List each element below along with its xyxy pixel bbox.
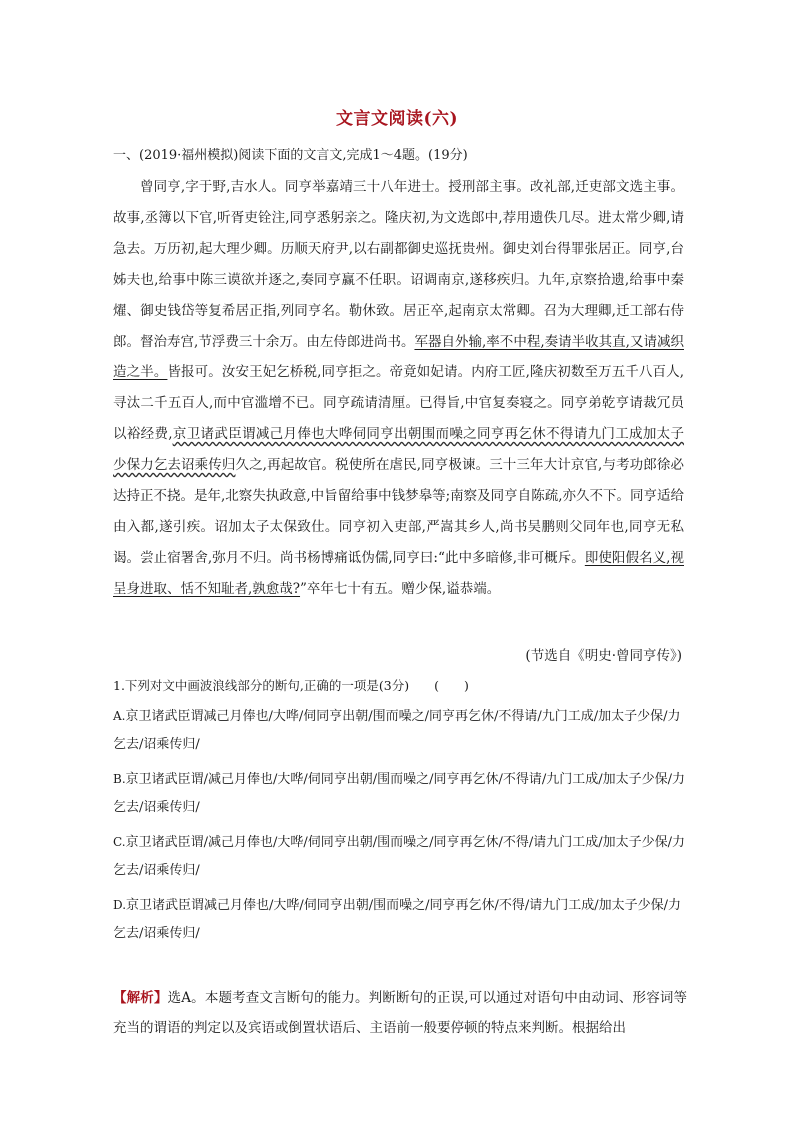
passage-text-3: 久之,再起故官。税使所在虐民,同亨极谏。三十三年大计京官,与考功郎徐必达持正不挠。是年,北察失执政意,中旨留给事中钱梦皋等;南察及同亨自陈疏,亦久不下。同亨适给由入都,遂引疾。诏加太子太保致仕。同亨初入吏部,严嵩其乡人,尚书吴鹏则父同年也,同亨无私谒。尝止宿署舍,弥月不归。尚书杨博痛诋伪儒,同亨曰:“此中多暗修,非可概斥。 xyxy=(113,457,684,566)
option-a xyxy=(113,702,688,759)
question-1-stem: 1.下列对文中画波浪线部分的断句,正确的一项是(3分) ( ) xyxy=(113,678,469,693)
underlined-sentence-1: 军器自外输,率不中程,奏请半收其直,又请减织造之半。 xyxy=(113,333,684,381)
underlined-sentence-2: 即使阳假名义,视呈身进取、恬不知耻者,孰愈哉? xyxy=(113,549,684,597)
option-c-text: 京卫诸武臣谓/减己月俸也/大哗/伺同亨出朝/围而噪之/同亨再乞休/不得/请九门工成/加太子少保/力乞去/诏乘传归/ xyxy=(113,835,685,878)
option-b-text: 京卫诸武臣谓/减己月俸也/大哗/伺同亨出朝/围而噪之/同亨再乞休/不得请/九门工成/加太子少保/力乞去/诏乘传归/ xyxy=(113,772,686,815)
option-a-text: 京卫诸武臣谓减己月俸也/大哗/伺同亨出朝/围而噪之/同亨再乞休/不得请/九门工成/加太子少保/力乞去/诏乘传归/ xyxy=(113,709,681,752)
source-citation: (节选自《明史·曾同亨传》) xyxy=(525,648,682,664)
passage-text-4: ”卒年七十有五。赠少保,谥恭端。 xyxy=(300,580,501,597)
wavy-underlined-sentence: 京卫诸武臣谓减己月俸也大哗伺同亨出朝围而噪之同亨再乞休不得请九门工成加太子少保力乞去诏乘传归 xyxy=(113,426,685,474)
option-c xyxy=(113,828,688,885)
option-d-text: 京卫诸武臣谓减己月俸也/大哗/伺同亨出朝/围而噪之/同亨再乞休/不得/请九门工成/加太子少保/力乞去/诏乘传归/ xyxy=(113,898,682,941)
passage xyxy=(113,172,684,605)
question-1 xyxy=(113,676,688,954)
question-header: 一、(2019·福州模拟)阅读下面的文言文,完成1～4题。(19分) xyxy=(113,148,468,163)
page-title: 文言文阅读(六) xyxy=(335,109,459,129)
option-d-letter: D. xyxy=(113,898,127,912)
passage-text-2: 皆报可。汝安王妃乞桥税,同亨拒之。帝竟如妃请。内府工匠,隆庆初数至万五千八百人,寻汰二千五百人,而中官滥增不已。同亨疏请清厘。已得旨,中官复奏寝之。同亨弟乾亨请裁冗员以裕经费, xyxy=(113,364,685,443)
option-d xyxy=(113,891,688,948)
analysis-tag: 【解析】 xyxy=(113,990,168,1006)
option-a-letter: A. xyxy=(113,709,126,723)
option-b-letter: B. xyxy=(113,772,126,786)
analysis-text: 选A。本题考查文言断句的能力。判断断句的正误,可以通过对语句中由动词、形容词等充当的谓语的判定以及宾语或倒置状语后、主语前一般要停顿的特点来判断。根据给出 xyxy=(113,990,688,1036)
option-b xyxy=(113,765,688,822)
analysis xyxy=(113,983,687,1043)
option-c-letter: C. xyxy=(113,835,126,849)
passage-text-1: 曾同亨,字于野,吉水人。同亨举嘉靖三十八年进士。授刑部主事。改礼部,迁吏部文选主事。故事,丞簿以下官,听胥吏铨注,同亨悉躬亲之。隆庆初,为文选郎中,荐用遗佚几尽。进太常少卿,请急去。万历初,起大理少卿。历顺天府尹,以右副都御史巡抚贵州。御史刘台得罪张居正。同亨,台姊夫也,给事中陈三谟欲并逐之,奏同亨赢不任职。诏调南京,遂移疾归。九年,京察拾遗,给事中秦燿、御史钱岱等复希居正指,列同亨名。勒休致。居正卒,起南京太常卿。召为大理卿,迁工部右侍郎。督治寿宫,节浮费三十余万。由左侍郎进尚书。 xyxy=(113,179,684,350)
